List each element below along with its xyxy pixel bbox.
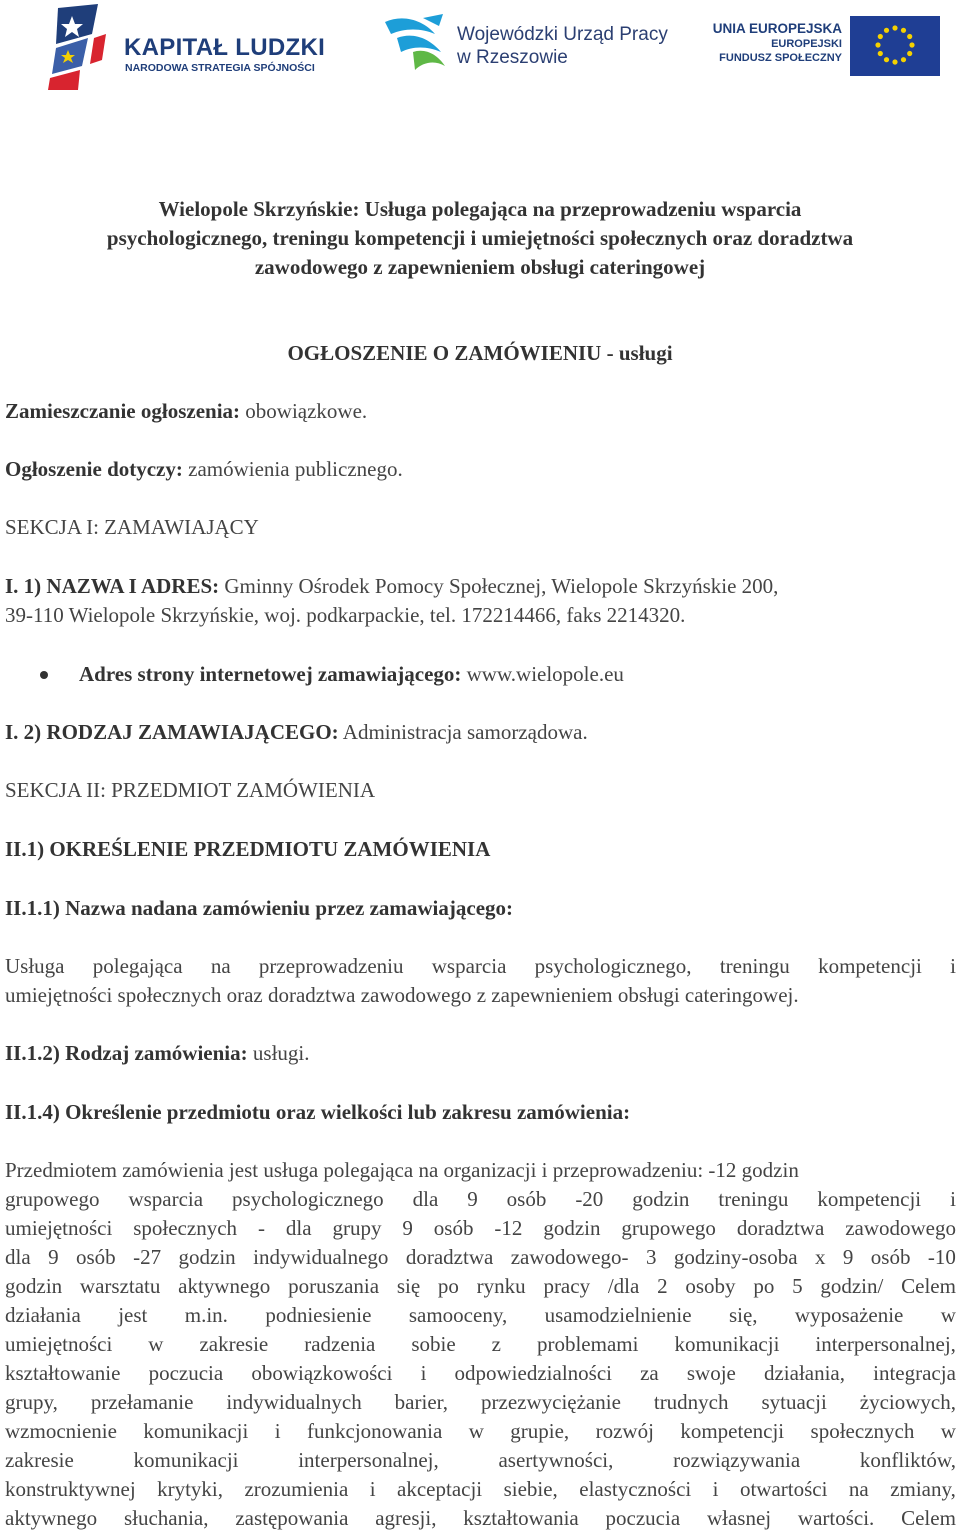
word: własnej [706,1506,772,1530]
scope-line [5,1446,956,1475]
word: treningu [719,954,790,978]
word: kształtowanie [5,1361,121,1385]
wup-name-line1: Wojewódzki Urząd Pracy [457,24,668,45]
contracting-type-label: I. 2) RODZAJ ZAMAWIAJĄCEGO: [5,720,339,744]
scope-label: II.1.4) Określenie przedmiotu oraz wielkości lub zakresu zamówienia: [5,1100,631,1124]
word: sytuacji [761,1390,827,1414]
word: konstruktywnej [5,1477,136,1501]
contract-type-line [5,1039,309,1068]
word: funkcjonowania [307,1419,443,1443]
contracting-type-line [5,718,588,747]
word: warsztatu [79,1274,161,1298]
concerns-line [5,455,403,484]
word: społecznych [133,1216,238,1240]
word: 5 [792,1274,803,1298]
scope-line [5,1185,956,1214]
word: w [940,1419,956,1443]
word: dla [412,1187,439,1211]
word: odpowiedzialności [454,1361,612,1385]
word: w [940,1303,956,1327]
word: i [712,1477,719,1501]
title-line-3: zawodowego z zapewnieniem obsługi cateringowej [254,255,706,279]
word: godzin/ [820,1274,884,1298]
wup-bird-icon [383,12,453,78]
word: słuchania, [123,1506,209,1530]
word: po [437,1274,459,1298]
word: samooceny, [408,1303,508,1327]
word: swoje [686,1361,736,1385]
word: 9 [842,1245,854,1269]
word: aktywnego [5,1506,98,1530]
word: -27 [133,1245,162,1269]
word: grupie, [510,1419,570,1443]
notice-heading-text: OGŁOSZENIE O ZAMÓWIENIU - usługi [287,341,673,365]
word: polegająca [92,954,183,978]
word: rozwój [595,1419,654,1443]
word: zmiany, [890,1477,956,1501]
word: po [753,1274,775,1298]
word: komunikacji [143,1419,249,1443]
word: podniesienie [265,1303,372,1327]
word: problemami [536,1332,639,1356]
word: aktywnego [178,1274,271,1298]
word: godzin [178,1245,236,1269]
word: pracy [543,1274,591,1298]
word: poczucia [605,1506,681,1530]
scope-line: Przedmiotem zamówienia jest usługa polegająca na organizacji i przeprowadzeniu: -12 godzin [5,1158,799,1182]
word: społecznych [810,1419,915,1443]
scope-line [5,1504,956,1533]
concerns-value: zamówienia publicznego. [188,457,403,481]
scope-label-line [5,1098,630,1127]
concerns-label: Ogłoszenie dotyczy: [5,457,183,481]
word: wyposażenie [794,1303,904,1327]
word: rozwiązywania [673,1448,801,1472]
word: zakresie [199,1332,269,1356]
word: dla [285,1216,312,1240]
word: przełamanie [90,1390,194,1414]
wup-name-line2: w Rzeszowie [457,47,568,68]
word: osób [506,1187,547,1211]
word: umiejętności [5,1332,113,1356]
word: asertywności, [498,1448,614,1472]
scope-line [5,1475,956,1504]
word: zawodowego [845,1216,956,1240]
word: poruszania [288,1274,380,1298]
word: interpersonalnej, [298,1448,439,1472]
word: godzin [543,1216,601,1240]
word: wsparcia [431,954,507,978]
placement-label: Zamieszczanie ogłoszenia: [5,399,241,423]
word: psychologicznego [232,1187,384,1211]
word: Usługa [5,954,65,978]
word: trudnych [653,1390,729,1414]
word: /dla [607,1274,640,1298]
word: kompetencji [817,1187,922,1211]
wup-rzeszow-logo [383,12,673,82]
word: komunikacji [674,1332,780,1356]
word: wartości. [797,1506,875,1530]
word: Celem [901,1506,956,1530]
word: działania, [763,1361,846,1385]
word: kompetencji [680,1419,785,1443]
word: -12 [494,1216,523,1240]
word: grupowego [5,1187,100,1211]
notice-heading [0,339,960,368]
word: indywidualnego [253,1245,389,1269]
word: i [274,1419,281,1443]
word: siebie, [503,1477,558,1501]
word: za [640,1361,659,1385]
bullet-icon [40,671,48,679]
scope-line [5,1214,956,1243]
scope-line [5,1301,956,1330]
word: radzenia [304,1332,376,1356]
word: otwartości [739,1477,828,1501]
website-label: Adres strony internetowej zamawiającego: [79,662,462,686]
word: zakresie [5,1448,74,1472]
paragraph-line: umiejętności społecznych oraz doradztwa zawodowego z zapewnieniem obsługi cateringowej. [5,983,799,1007]
scope-line [5,1359,956,1388]
word: w [148,1332,164,1356]
word: indywidualnych [226,1390,362,1414]
scope-line [5,1272,956,1301]
word: osób [433,1216,474,1240]
word: elastyczności [579,1477,692,1501]
word: kształtowania [463,1506,579,1530]
word: -10 [927,1245,956,1269]
scope-paragraph [5,1156,956,1533]
word: interpersonalnej, [815,1332,956,1356]
word: grupy, [5,1390,58,1414]
eu-line3: FUNDUSZ SPOŁECZNY [719,52,842,64]
word: godzin [632,1187,690,1211]
eu-flag-icon [850,16,940,76]
word: i [420,1361,427,1385]
word: 9 [402,1216,413,1240]
word: - [257,1216,265,1240]
word: wsparcia [128,1187,204,1211]
word: przeprowadzeniu [258,954,404,978]
word: doradztwa [405,1245,494,1269]
word: osób [76,1245,116,1269]
word: wzmocnienie [5,1419,117,1443]
word: na [210,954,231,978]
kapital-ludzki-name: KAPITAŁ LUDZKI [124,34,326,61]
word: x [814,1245,826,1269]
kapital-ludzki-logo [48,4,338,90]
word: dla [5,1245,31,1269]
word: działania [5,1303,81,1327]
word: usamodzielnienie [544,1303,692,1327]
word: zastępowania [235,1506,349,1530]
word: komunikacji [133,1448,239,1472]
word: godzin [5,1274,63,1298]
word: i [950,954,956,978]
paragraph-line [5,952,956,981]
word: i [369,1477,376,1501]
eu-logo [712,16,940,78]
contract-name-paragraph [5,952,956,1010]
word: umiejętności [5,1216,113,1240]
section-2-heading: SEKCJA II: PRZEDMIOT ZAMÓWIENIA [5,778,376,802]
word: barier, [394,1390,449,1414]
contract-name-label: II.1.1) Nazwa nadana zamówieniu przez zamawiającego: [5,896,514,920]
word: godziny-osoba [673,1245,798,1269]
word: -20 [575,1187,604,1211]
title-line-1: Wielopole Skrzyńskie: Usługa polegająca na przeprowadzeniu wsparcia [158,197,802,221]
word: z [491,1332,501,1356]
scope-line [5,1330,956,1359]
word: krytyki, [157,1477,224,1501]
scope-line [5,1417,956,1446]
eu-line1: UNIA EUROPEJSKA [712,21,842,36]
name-address-label: I. 1) NAZWA I ADRES: [5,574,220,598]
website-line [79,660,624,689]
word: przezwyciężanie [481,1390,621,1414]
word: i [950,1187,956,1211]
word: życiowych, [859,1390,956,1414]
word: akceptacji [397,1477,483,1501]
kapital-ludzki-emblem-icon [48,4,110,90]
contract-type-value: usługi. [252,1041,310,1065]
word: 9 [467,1187,478,1211]
word: Celem [901,1274,956,1298]
document-title [0,195,960,282]
section-1-heading: SEKCJA I: ZAMAWIAJĄCY [5,515,259,539]
name-address-line-1 [5,572,778,601]
word: m.in. [184,1303,228,1327]
word: konfliktów, [859,1448,956,1472]
word: kompetencji [818,954,922,978]
header-logos [0,0,960,95]
word: się, [728,1303,758,1327]
word: w [468,1419,484,1443]
word: osoby [685,1274,736,1298]
website-value: www.wielopole.eu [466,662,624,686]
word: jest [118,1303,148,1327]
placement-line [5,397,367,426]
word: 3 [645,1245,657,1269]
word: integracja [873,1361,956,1385]
word: 2 [657,1274,668,1298]
word: rynku [476,1274,526,1298]
word: na [848,1477,869,1501]
word: psychologicznego, [534,954,692,978]
word: grupowego [621,1216,716,1240]
word: zrozumienia [244,1477,349,1501]
name-address-value-1: Gminny Ośrodek Pomocy Społecznej, Wielopole Skrzyńskie 200, [224,574,779,598]
word: doradztwa [736,1216,825,1240]
title-line-2: psychologicznego, treningu kompetencji i umiejętności społecznych oraz doradztwa [106,226,854,250]
word: poczucia [148,1361,224,1385]
subject-definition-heading [5,835,490,864]
placement-value: obowiązkowe. [245,399,368,423]
eu-text [713,20,842,65]
subject-definition-text: II.1) OKREŚLENIE PRZEDMIOTU ZAMÓWIENIA [5,837,491,861]
word: zawodowego- [510,1245,629,1269]
name-address-value-2: 39-110 Wielopole Skrzyńskie, woj. podkarpackie, tel. 172214466, faks 2214320. [5,603,686,627]
eu-line2: EUROPEJSKI [771,38,842,50]
contracting-type-value: Administracja samorządowa. [342,720,588,744]
word: grupy [332,1216,382,1240]
contract-name-label-line [5,894,513,923]
word: obowiązkowości [251,1361,393,1385]
kapital-ludzki-tagline: NARODOWA STRATEGIA SPÓJNOŚCI [125,62,315,74]
scope-line [5,1243,956,1272]
scope-line [5,1388,956,1417]
contract-type-label: II.1.2) Rodzaj zamówienia: [5,1041,248,1065]
word: 9 [48,1245,59,1269]
word: sobie [411,1332,456,1356]
word: treningu [718,1187,789,1211]
word: agresji, [375,1506,437,1530]
word: osób [870,1245,911,1269]
word: się [396,1274,421,1298]
